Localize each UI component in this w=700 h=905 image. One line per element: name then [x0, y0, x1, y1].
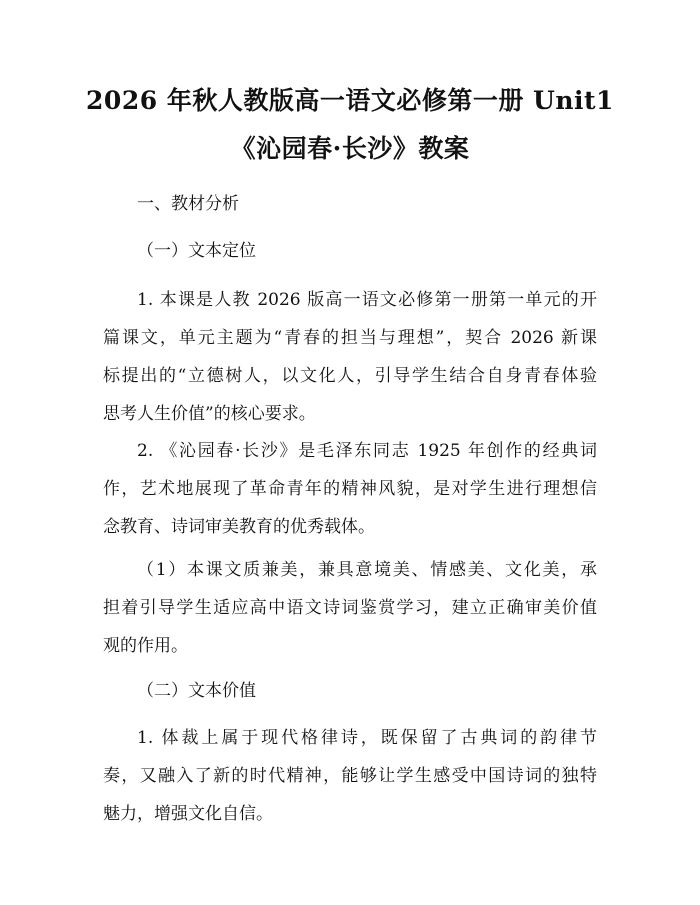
paragraph-1-line: 篇课文，单元主题为“青春的担当与理想”，契合 2026 新课 [103, 328, 597, 348]
paragraph-3-line: 观的作用。 [103, 636, 188, 656]
paragraph-3-line: （1）本课文质兼美，兼具意境美、情感美、文化美，承 [137, 560, 597, 580]
paragraph-2-line: 作，艺术地展现了革命青年的精神风貌，是对学生进行理想信 [103, 479, 597, 499]
paragraph-4-line: 魅力，增强文化自信。 [103, 804, 273, 824]
paragraph-4-line: 奏，又融入了新的时代精神，能够让学生感受中国诗词的独特 [103, 766, 597, 786]
paragraph-3 [103, 551, 597, 665]
subsection-heading-text-value: （二）文本价值 [137, 681, 256, 701]
paragraph-1-line: 1. 本课是人教 2026 版高一语文必修第一册第一单元的开 [137, 290, 597, 310]
paragraph-4-line: 1. 体裁上属于现代格律诗，既保留了古典词的韵律节 [137, 728, 597, 748]
paragraph-1 [103, 281, 597, 433]
paragraph-3-line: 担着引导学生适应高中语文诗词鉴赏学习，建立正确审美价值 [103, 598, 597, 618]
paragraph-1-line: 思考人生价值”的核心要求。 [103, 404, 316, 424]
section-heading-textbook-analysis: 一、教材分析 [137, 194, 239, 214]
paragraph-2-line: 念教育、诗词审美教育的优秀载体。 [103, 517, 375, 537]
subsection-heading-text-positioning: （一）文本定位 [137, 241, 256, 261]
paragraph-1-line: 标提出的“立德树人，以文化人，引导学生结合自身青春体验 [103, 366, 597, 386]
document-title-line-2: 《沁园春·长沙》教案 [230, 134, 470, 163]
paragraph-4 [103, 719, 597, 833]
paragraph-2 [103, 432, 597, 546]
document-title-line-1: 2026 年秋人教版高一语文必修第一册 Unit1 [86, 86, 614, 115]
paragraph-2-line: 2. 《沁园春·长沙》是毛泽东同志 1925 年创作的经典词 [137, 441, 597, 461]
